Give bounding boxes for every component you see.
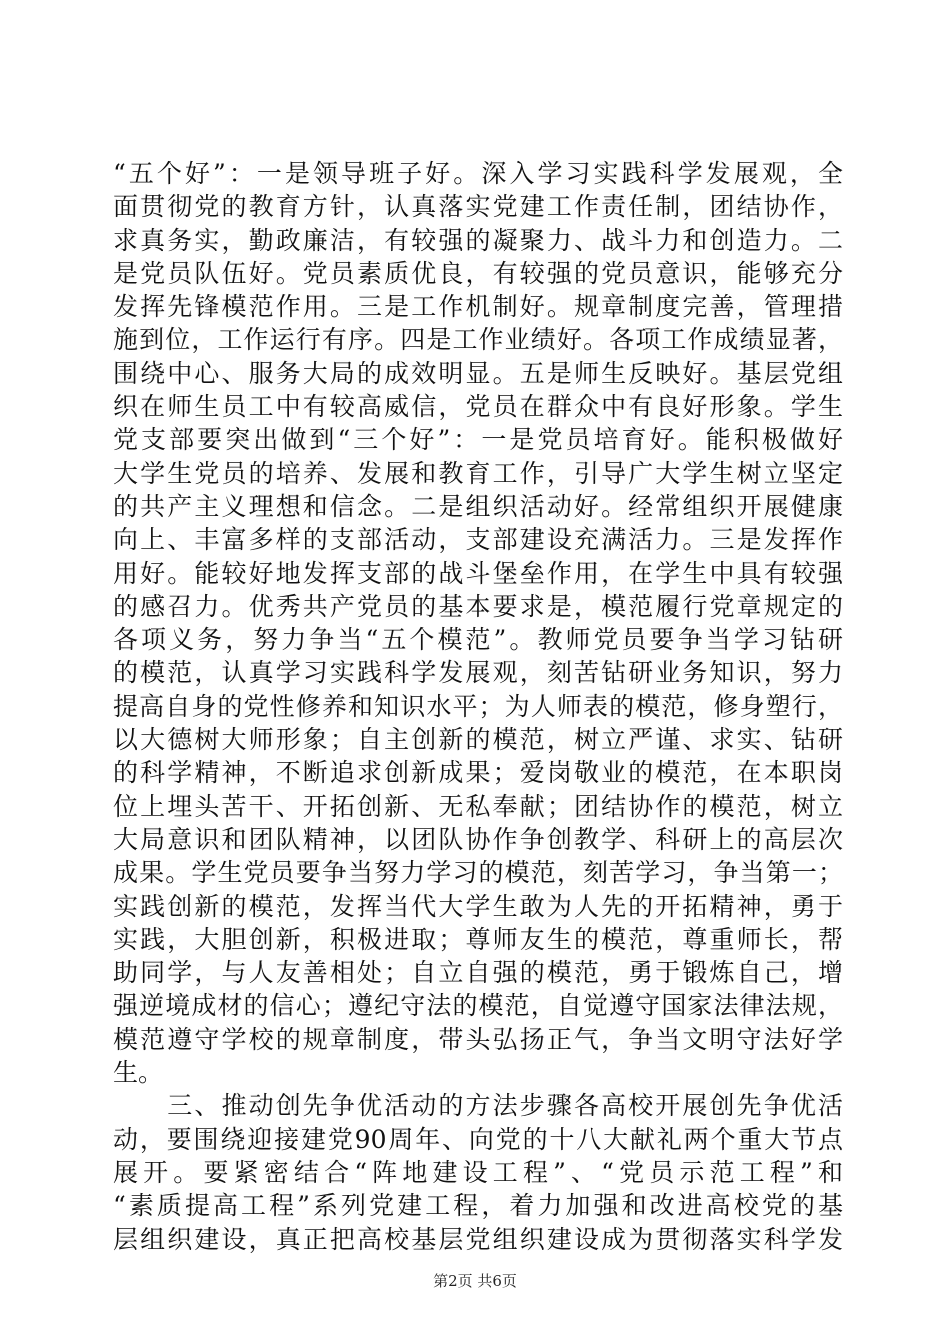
- page-number-footer: 第2页 共6页: [433, 1272, 517, 1290]
- text-line: 强逆境成材的信心；遵纪守法的模范，自觉遵守国家法律法规，: [113, 991, 843, 1021]
- text-line: 党支部要突出做到“三个好”：一是党员培育好。能积极做好: [113, 425, 843, 455]
- text-line: 发挥先锋模范作用。三是工作机制好。规章制度完善，管理措: [113, 292, 843, 322]
- text-line: 是党员队伍好。党员素质优良，有较强的党员意识，能够充分: [113, 258, 843, 288]
- text-line: 助同学，与人友善相处；自立自强的模范，勇于锻炼自己，增: [113, 958, 843, 988]
- text-line: 各项义务，努力争当“五个模范”。教师党员要争当学习钻研: [113, 625, 843, 655]
- text-line: 面贯彻党的教育方针，认真落实党建工作责任制，团结协作，: [113, 192, 843, 222]
- text-line: 提高自身的党性修养和知识水平；为人师表的模范，修身塑行，: [113, 691, 843, 721]
- text-line: 层组织建设，真正把高校基层党组织建设成为贯彻落实科学发: [113, 1224, 843, 1254]
- text-line: 施到位，工作运行有序。四是工作业绩好。各项工作成绩显著，: [113, 325, 843, 355]
- document-body: [113, 157, 843, 1256]
- text-line: 向上、丰富多样的支部活动，支部建设充满活力。三是发挥作: [113, 525, 843, 555]
- text-line: 位上埋头苦干、开拓创新、无私奉献；团结协作的模范，树立: [113, 791, 843, 821]
- text-line: 的感召力。优秀共产党员的基本要求是，模范履行党章规定的: [113, 591, 843, 621]
- text-line: 模范遵守学校的规章制度，带头弘扬正气，争当文明守法好学: [113, 1024, 843, 1054]
- text-line: 生。: [113, 1058, 164, 1088]
- text-line: 求真务实，勤政廉洁，有较强的凝聚力、战斗力和创造力。二: [113, 225, 843, 255]
- text-line: 成果。学生党员要争当努力学习的模范，刻苦学习，争当第一；: [113, 858, 843, 888]
- text-line: 以大德树大师形象；自主创新的模范，树立严谨、求实、钻研: [113, 725, 843, 755]
- text-line: 的共产主义理想和信念。二是组织活动好。经常组织开展健康: [113, 491, 843, 521]
- text-line: 大学生党员的培养、发展和教育工作，引导广大学生树立坚定: [113, 458, 843, 488]
- text-line: 的模范，认真学习实践科学发展观，刻苦钻研业务知识，努力: [113, 658, 843, 688]
- text-line: 的科学精神，不断追求创新成果；爱岗敬业的模范，在本职岗: [113, 758, 843, 788]
- text-line: 动，要围绕迎接建党90周年、向党的十八大献礼两个重大节点: [113, 1124, 843, 1154]
- section-heading-line: 三、推动创先争优活动的方法步骤各高校开展创先争优活: [113, 1091, 843, 1121]
- text-line: “五个好”：一是领导班子好。深入学习实践科学发展观，全: [113, 159, 843, 188]
- text-line: 大局意识和团队精神，以团队协作争创教学、科研上的高层次: [113, 824, 843, 854]
- text-line: 展开。要紧密结合“阵地建设工程”、“党员示范工程”和: [113, 1157, 843, 1187]
- text-line: 实践创新的模范，发挥当代大学生敢为人先的开拓精神，勇于: [113, 891, 843, 921]
- text-line: 织在师生员工中有较高威信，党员在群众中有良好形象。学生: [113, 392, 843, 422]
- text-line: 围绕中心、服务大局的成效明显。五是师生反映好。基层党组: [113, 358, 843, 388]
- text-line: “素质提高工程”系列党建工程，着力加强和改进高校党的基: [113, 1191, 843, 1221]
- text-line: 用好。能较好地发挥支部的战斗堡垒作用，在学生中具有较强: [113, 558, 843, 588]
- text-line: 实践，大胆创新，积极进取；尊师友生的模范，尊重师长，帮: [113, 924, 843, 954]
